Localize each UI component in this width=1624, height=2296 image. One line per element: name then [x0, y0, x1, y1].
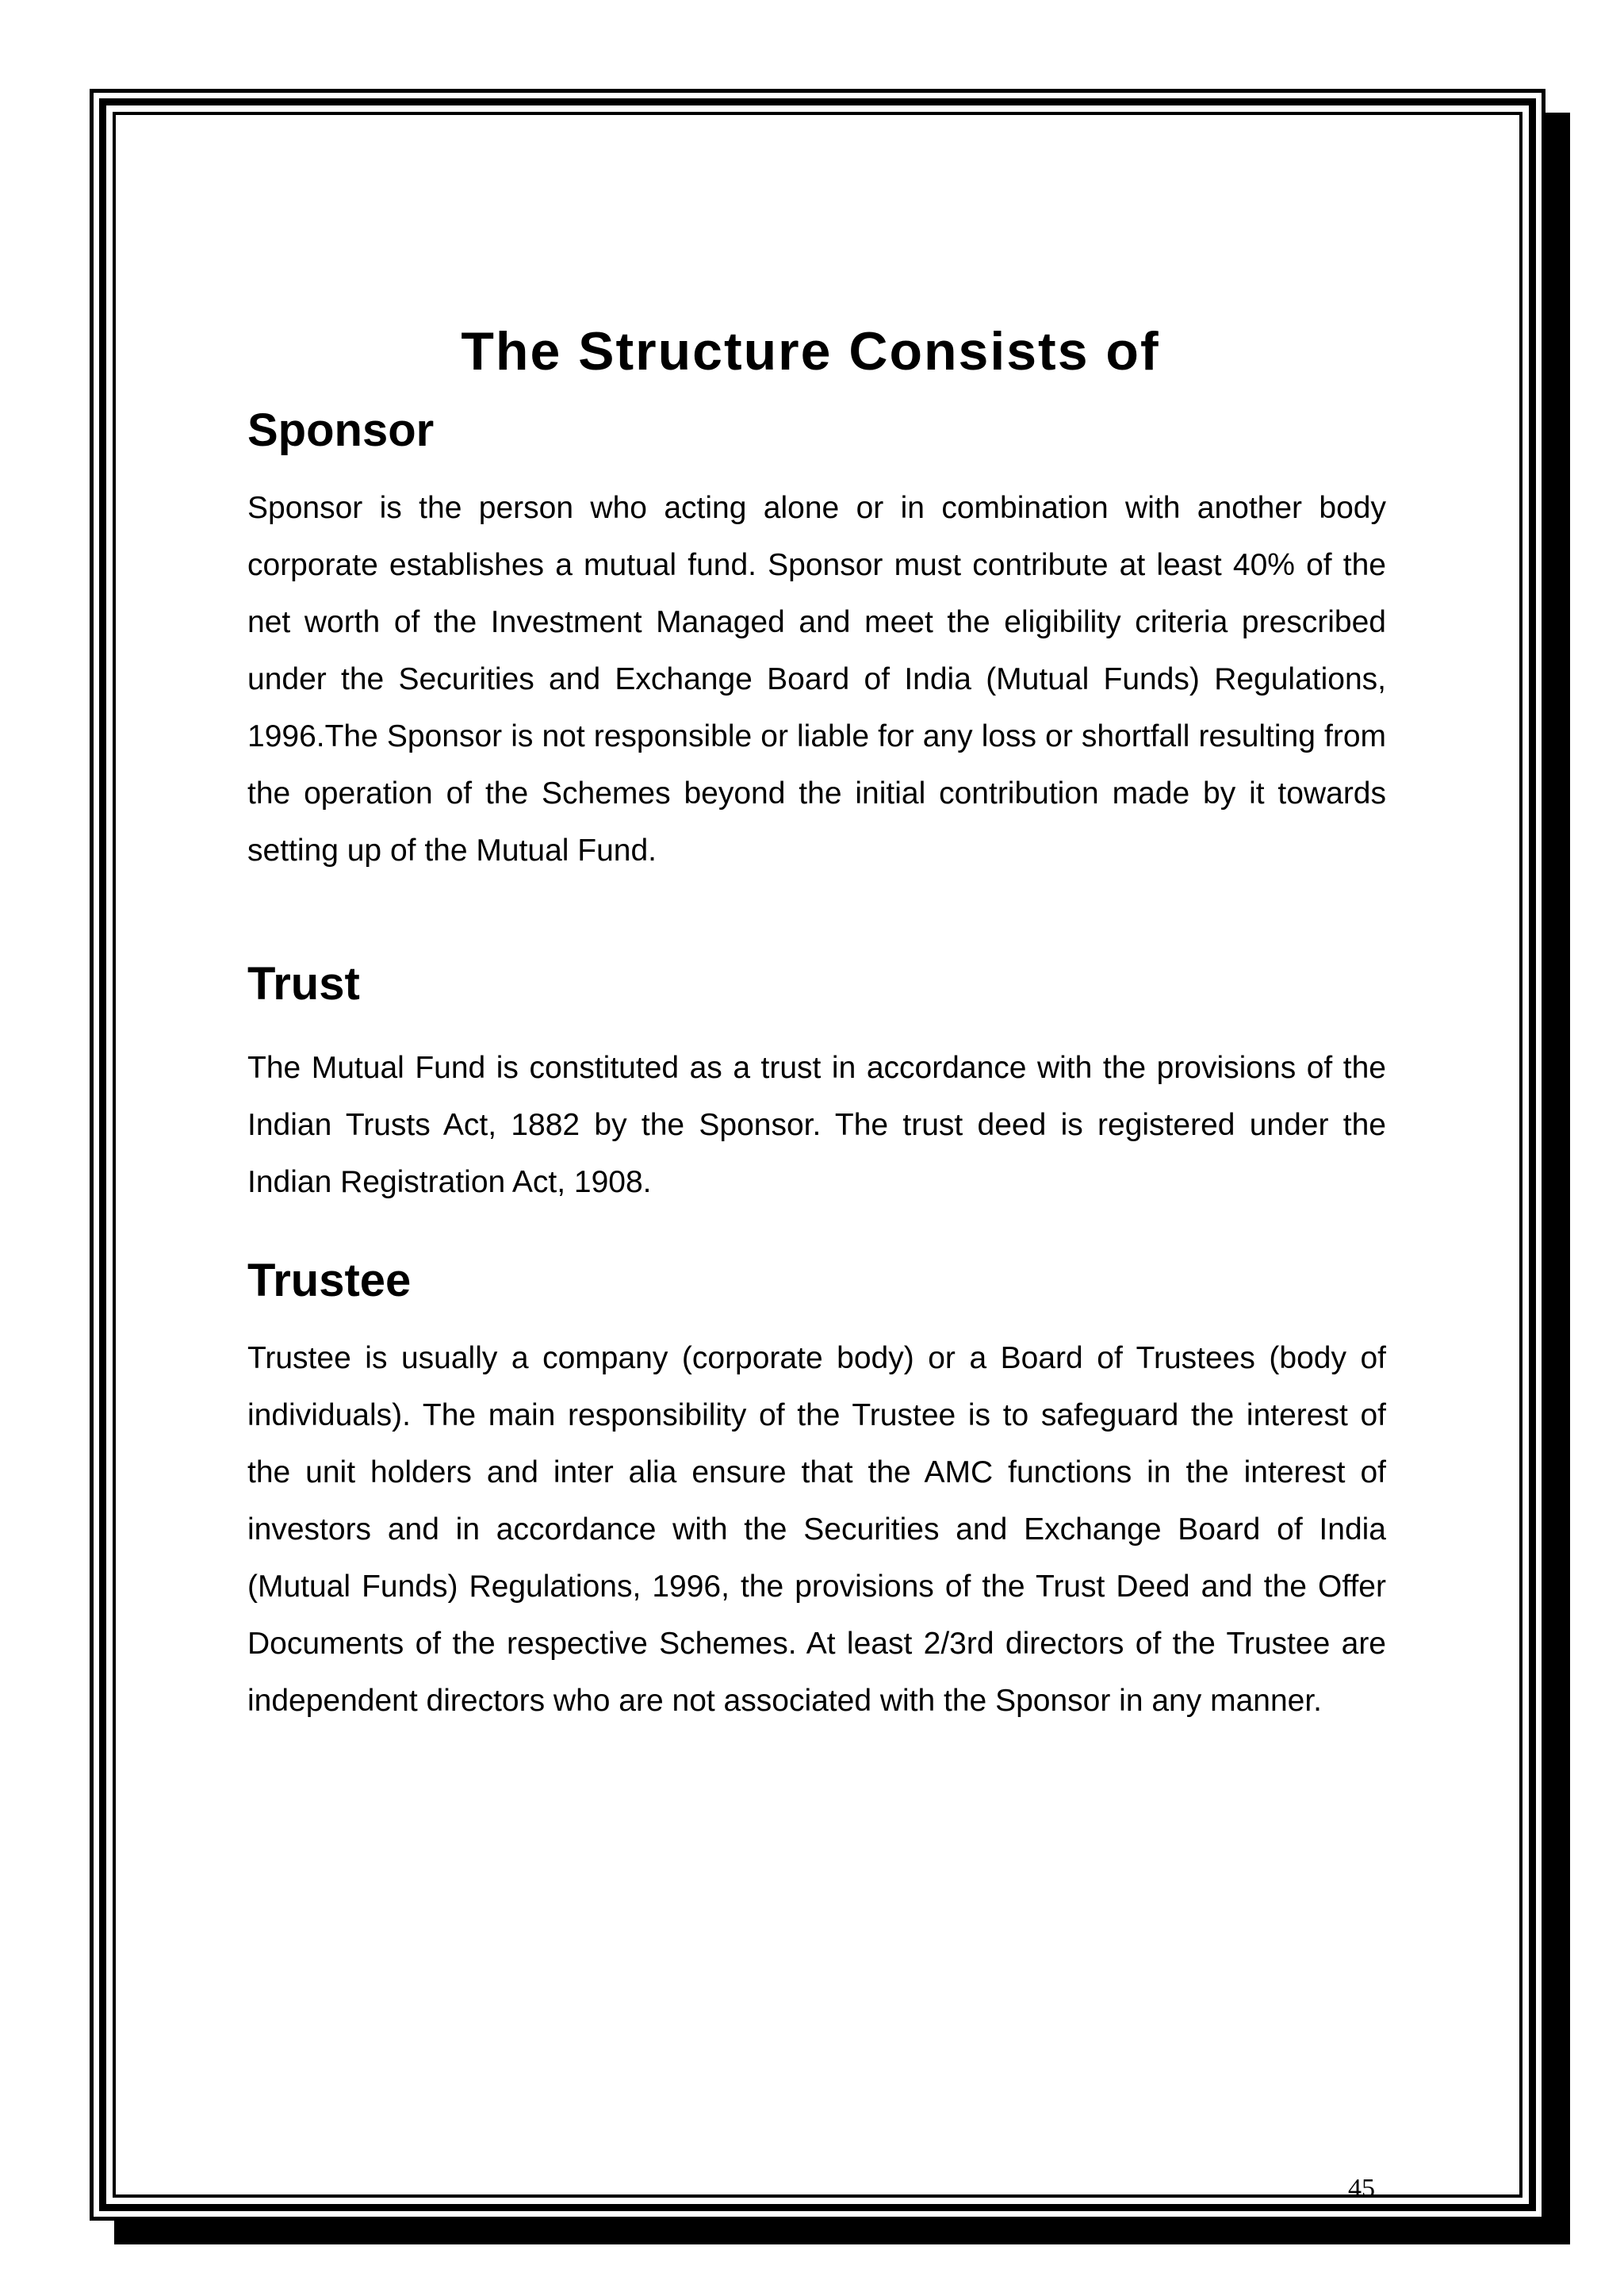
trustee-heading: Trustee	[247, 1255, 412, 1306]
sponsor-paragraph: Sponsor is the person who acting alone or in combination with another body corporate establishes a mutual fund. Sponsor must contribute at least 40% of the net worth of the Investment Managed and meet the eligibility criteria prescribed under the Securities and Exchange Board of India (Mutual Funds) Regulations, 1996.The Sponsor is not responsible or liable for any loss or shortfall resulting from the operation of the Schemes beyond the initial contribution made by it towards setting up of the Mutual Fund.	[247, 491, 1386, 868]
page-number: 45	[1348, 2174, 1375, 2203]
trust-heading: Trust	[247, 958, 360, 1010]
trust-paragraph: The Mutual Fund is constituted as a trust in accordance with the provisions of the Indian Trusts Act, 1882 by the Sponsor. The trust deed is registered under the Indian Registration Act, 1908.	[247, 1051, 1386, 1199]
sponsor-heading: Sponsor	[247, 404, 435, 456]
page-title: The Structure Consists of	[461, 321, 1160, 381]
trustee-paragraph: Trustee is usually a company (corporate body) or a Board of Trustees (body of individuals). The main responsibility of the Trustee is to safeguard the interest of the unit holders and inter alia ensure that the AMC functions in the interest of investors and in accordance with the Securities and Exchange Board of India (Mutual Funds) Regulations, 1996, the provisions of the Trust Deed and the Offer Documents of the respective Schemes. At least 2/3rd directors of the Trustee are independent directors who are not associated with the Sponsor in any manner.	[247, 1341, 1386, 1718]
page-content	[247, 313, 1386, 1730]
